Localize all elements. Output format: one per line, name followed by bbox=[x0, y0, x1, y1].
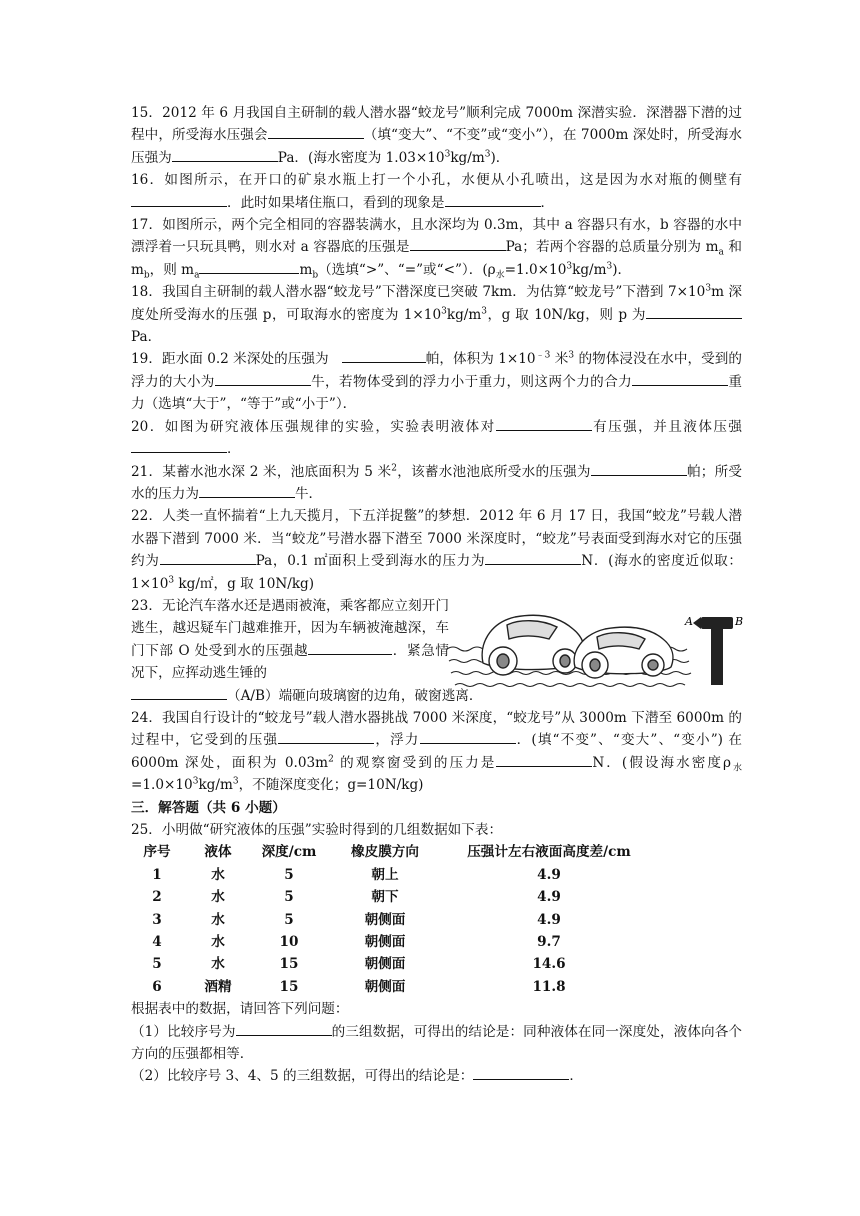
q17-blank-1[interactable] bbox=[410, 236, 506, 251]
q23-text-block bbox=[131, 595, 449, 685]
hammer-label-b: B bbox=[735, 614, 744, 628]
table-cell: 5 bbox=[284, 866, 294, 883]
table-cell: 11.8 bbox=[532, 978, 566, 995]
q17-sub-a2: a bbox=[194, 270, 200, 281]
question-15 bbox=[131, 102, 742, 169]
escape-hammer-icon bbox=[693, 617, 733, 685]
section-heading: 三．解答题（共 6 小题） bbox=[131, 799, 286, 816]
q18-text-4: ，g 取 10N/kg，则 p 为 bbox=[487, 306, 646, 323]
q17-sub-b: b bbox=[143, 270, 150, 281]
q23-text-3: （A/B）端砸向玻璃窗的边角，破窗逃离． bbox=[227, 687, 483, 704]
question-20 bbox=[131, 416, 742, 461]
table-cell: 4.9 bbox=[537, 889, 561, 906]
q18-sup-2: 3 bbox=[441, 306, 447, 317]
table-cell: 水 bbox=[211, 934, 225, 951]
q19-sup-1: ﹣3 bbox=[535, 350, 551, 361]
table-cell: 9.7 bbox=[537, 934, 561, 951]
data-table-body bbox=[135, 841, 649, 998]
q21-text-1: 21．某蓄水池水深 2 米，池底面积为 5 米 bbox=[131, 463, 392, 480]
table-row bbox=[135, 886, 649, 908]
q25-p1-text-2: 的三组数据，可得出的结论是：同种液体在同一深度处，液体向各个方向的压强都相等． bbox=[131, 1023, 742, 1063]
table-header-cell: 序号 bbox=[143, 844, 171, 861]
q17-sub-a: a bbox=[718, 248, 724, 259]
table-row bbox=[135, 909, 649, 931]
data-table bbox=[135, 841, 649, 998]
q24-sup-3: 3 bbox=[232, 776, 239, 787]
q17-text-4: ，则 m bbox=[149, 261, 195, 278]
table-cell: 4.9 bbox=[537, 911, 561, 928]
q15-blank-1[interactable] bbox=[268, 124, 364, 139]
table-cell: 水 bbox=[211, 889, 225, 906]
q21-sup-1: 2 bbox=[391, 462, 398, 473]
q22-blank-2[interactable] bbox=[485, 550, 581, 565]
q19-blank-2[interactable] bbox=[215, 371, 311, 386]
car-icon bbox=[574, 627, 673, 678]
q24-text-5: N．(假设海水密度ρ bbox=[592, 754, 731, 771]
q24-sup-1: 2 bbox=[328, 754, 334, 765]
table-cell: 2 bbox=[152, 889, 162, 906]
q21-text-3: 帕；所受水的压力为 bbox=[131, 463, 743, 502]
table-header-cell: 液体 bbox=[204, 844, 232, 861]
q20-text-2: 有压强，并且液体压强 bbox=[591, 418, 743, 435]
submerged-cars-figure bbox=[445, 601, 745, 691]
q17-text-3: 和 m bbox=[131, 239, 743, 278]
table-cell: 朝侧面 bbox=[364, 934, 406, 951]
q23-text-1: 23．无论汽车落水还是遇雨被淹，乘客都应立刻开门逃生，越迟疑车门越难推开，因为车辆被淹越深，车门下部 O 处受到水的压强越 bbox=[131, 597, 449, 659]
table-row bbox=[135, 931, 649, 953]
q24-sup-2: 3 bbox=[192, 776, 199, 787]
q25-p2-text-2: ． bbox=[569, 1068, 583, 1085]
table-cell: 水 bbox=[211, 866, 225, 883]
table-cell: 14.6 bbox=[532, 956, 566, 973]
q15-text-2: （填“变大”、“不变”或“变小”），在 7000m 深处时，所受海水压强为 bbox=[131, 127, 743, 166]
q17-sup-2: 3 bbox=[606, 261, 613, 272]
table-cell: 15 bbox=[279, 978, 299, 995]
table-cell: 朝下 bbox=[371, 889, 399, 906]
table-cell: 朝侧面 bbox=[364, 911, 406, 928]
car-icon bbox=[482, 615, 584, 675]
q25-p1-text-1: （1）比较序号为 bbox=[131, 1023, 236, 1040]
table-header-cell: 深度/cm bbox=[261, 844, 317, 861]
question-19 bbox=[131, 348, 742, 415]
q20-blank-2[interactable] bbox=[131, 438, 227, 453]
q23-blank-2[interactable] bbox=[131, 685, 227, 700]
q18-text-3: kg/m bbox=[446, 306, 482, 323]
q17-text-2: Pa；若两个容器的总质量分别为 m bbox=[505, 239, 719, 256]
q19-blank-1[interactable] bbox=[342, 348, 426, 363]
q16-text-2: ．此时如果堵住瓶口，看到的现象是 bbox=[227, 194, 445, 211]
q24-text-4: 的观察窗受到的压力是 bbox=[333, 754, 497, 771]
question-16 bbox=[131, 169, 742, 214]
q24-blank-2[interactable] bbox=[420, 729, 516, 744]
q16-text-3: ． bbox=[540, 194, 555, 211]
q17-sub-water: 水 bbox=[495, 270, 505, 281]
q15-sup-1: 3 bbox=[444, 149, 451, 160]
table-cell: 酒精 bbox=[204, 978, 232, 995]
q21-text-2: ，该蓄水池池底所受水的压强为 bbox=[397, 463, 591, 480]
table-cell: 朝侧面 bbox=[364, 978, 406, 995]
q16-blank-2[interactable] bbox=[445, 192, 541, 207]
q15-text-4: kg/m bbox=[450, 149, 485, 166]
q19-sup-2: 3 bbox=[568, 350, 575, 361]
q24-text-7: kg/m bbox=[198, 777, 233, 794]
question-22 bbox=[131, 505, 742, 595]
q25-part-2 bbox=[131, 1065, 742, 1087]
table-cell: 水 bbox=[211, 956, 225, 973]
q19-text-2: 帕，体积为 1×10 bbox=[425, 351, 536, 368]
q22-text-4: kg/㎡，g 取 10N/kg) bbox=[174, 575, 315, 592]
q17-sub-b2: b bbox=[312, 270, 319, 281]
table-cell: 水 bbox=[211, 911, 225, 928]
table-cell: 3 bbox=[152, 911, 162, 928]
worksheet-content bbox=[131, 102, 742, 1088]
table-header-cell: 压强计左右液面高度差/cm bbox=[467, 844, 631, 861]
q19-text-5: 牛，若物体受到的浮力小于重力，则这两个力的合力 bbox=[310, 373, 633, 390]
table-header-row bbox=[135, 841, 649, 863]
table-row bbox=[135, 953, 649, 975]
q22-sup-1: 3 bbox=[168, 575, 175, 585]
table-cell: 4 bbox=[152, 934, 162, 951]
q16-blank-1[interactable] bbox=[131, 192, 227, 207]
q17-text-1: 17．如图所示，两个完全相同的容器装满水，且水深均为 0.3m，其中 a 容器只有水，b 容器的水中漂浮着一只玩具鸭，则水对 a 容器底的压强是 bbox=[131, 217, 742, 256]
q18-text-1: 18．我国自主研制的载人潜水器“蛟龙号”下潜深度已突破 7km．为估算“蛟龙号”下潜到 7×10 bbox=[131, 284, 706, 301]
hammer-label-a: A bbox=[685, 614, 693, 628]
question-17 bbox=[131, 214, 742, 281]
table-cell: 5 bbox=[284, 911, 294, 928]
table-row bbox=[135, 976, 649, 998]
question-23 bbox=[131, 595, 742, 707]
q21-blank-1[interactable] bbox=[591, 461, 687, 476]
table-cell: 10 bbox=[279, 934, 299, 951]
q19-text-3: 米 bbox=[550, 351, 569, 368]
q18-sup-1: 3 bbox=[705, 283, 712, 294]
q22-text-2: Pa，0.1 ㎡面积上受到海水的压力为 bbox=[255, 553, 486, 570]
q17-text-9: )． bbox=[612, 261, 632, 278]
q25-prompt: 根据表中的数据，请回答下列问题： bbox=[131, 1001, 349, 1018]
q24-sub-1: 水 bbox=[730, 763, 742, 774]
table-cell: 朝上 bbox=[371, 866, 399, 883]
q25-part-1 bbox=[131, 1021, 742, 1066]
q20-blank-1[interactable] bbox=[496, 416, 592, 431]
q17-sup-1: 3 bbox=[566, 261, 573, 272]
q20-text-3: ． bbox=[227, 441, 241, 458]
q21-blank-2[interactable] bbox=[199, 483, 295, 498]
q15-text-3: Pa．(海水密度为 1.03×10 bbox=[277, 149, 445, 166]
q25-blank-2[interactable] bbox=[473, 1065, 569, 1080]
q18-sup-3: 3 bbox=[481, 306, 487, 317]
q21-text-4: 牛． bbox=[294, 485, 323, 502]
q19-text-1: 19．距水面 0.2 米深处的压强为 bbox=[131, 351, 329, 368]
q24-text-6: =1.0×10 bbox=[131, 777, 193, 794]
table-cell: 5 bbox=[152, 956, 162, 973]
question-18 bbox=[131, 281, 742, 348]
q15-sup-2: 3 bbox=[484, 149, 491, 160]
table-cell: 朝侧面 bbox=[364, 956, 406, 973]
q19-text-6: 重力（选填“大于”，“等于”或“小于”）． bbox=[131, 373, 743, 413]
q15-text-1: 15．2012 年 6 月我国自主研制的载人潜水器“蛟龙号”顺利完成 7000m 深潜实验．深潜器下潜的过程中，所受海水压强会 bbox=[131, 105, 742, 144]
q24-text-3: ．(填“不变”、“变大”、“变小”) 在 6000m 深处，面积为 0.03m bbox=[131, 732, 743, 771]
q22-text-1: 22．人类一直怀揣着“上九天揽月，下五洋捉鳖”的梦想．2012 年 6 月 17 日，我国“蛟龙”号载人潜水器下潜到 7000 米．当“蛟龙”号潜水器下潜至 7000 米深度时，“蛟龙”号表面受到海水对它的压强约为 bbox=[131, 508, 742, 570]
q15-blank-2[interactable] bbox=[172, 147, 278, 162]
q22-blank-1[interactable] bbox=[160, 550, 256, 565]
q25-intro: 25．小明做“研究液体的压强”实验时得到的几组数据如下表： bbox=[131, 822, 503, 838]
q24-text-8: ，不随深度变化；g=10N/kg) bbox=[238, 777, 424, 794]
q19-text-4: 的物体浸没在水中，受到的浮力的大小为 bbox=[131, 351, 743, 390]
table-cell: 4.9 bbox=[537, 866, 561, 883]
q19-blank-3[interactable] bbox=[632, 371, 728, 386]
q24-text-2: ，浮力 bbox=[374, 732, 420, 749]
q23-text-2: ．紧急情况下，应挥动逃生锤的 bbox=[131, 642, 450, 682]
table-cell: 15 bbox=[279, 956, 299, 973]
q18-text-2: m 深度处所受海水的压强 p，可取海水的密度为 1×10 bbox=[131, 284, 742, 323]
q25-p2-text-1: （2）比较序号 3、4、5 的三组数据，可得出的结论是： bbox=[131, 1068, 474, 1085]
table-cell: 6 bbox=[152, 978, 162, 995]
q17-blank-2[interactable] bbox=[199, 259, 299, 274]
q25-blank-1[interactable] bbox=[236, 1021, 332, 1036]
q22-text-3: N．(海水的密度近似取：1×10 bbox=[131, 553, 742, 592]
q17-text-5: m bbox=[299, 261, 313, 278]
q18-text-5: Pa． bbox=[131, 329, 162, 346]
q24-text-1: 24．我国自行设计的“蛟龙号”载人潜水器挑战 7000 米深度，“蛟龙号”从 3000m 下潜至 6000m 的过程中，它受到的压强 bbox=[131, 709, 742, 749]
q17-text-6: （选填“>”、“=”或“<”）．(ρ bbox=[318, 261, 496, 278]
question-21 bbox=[131, 461, 742, 506]
q23-blank-1[interactable] bbox=[308, 640, 392, 655]
table-cell: 1 bbox=[152, 866, 162, 883]
q17-text-8: kg/m bbox=[572, 261, 607, 278]
table-cell: 5 bbox=[284, 889, 294, 906]
table-row bbox=[135, 864, 649, 886]
q16-text-1: 16．如图所示，在开口的矿泉水瓶上打一个小孔，水便从小孔喷出，这是因为水对瓶的侧壁有 bbox=[131, 172, 742, 189]
question-24 bbox=[131, 707, 742, 797]
q15-text-5: )． bbox=[490, 149, 510, 166]
q17-text-7: =1.0×10 bbox=[504, 261, 567, 278]
table-header-cell: 橡皮膜方向 bbox=[351, 844, 419, 861]
q18-blank-1[interactable] bbox=[646, 304, 742, 319]
q20-text-1: 20．如图为研究液体压强规律的实验，实验表明液体对 bbox=[131, 418, 496, 435]
q24-blank-3[interactable] bbox=[496, 752, 592, 767]
q24-blank-1[interactable] bbox=[278, 729, 374, 744]
